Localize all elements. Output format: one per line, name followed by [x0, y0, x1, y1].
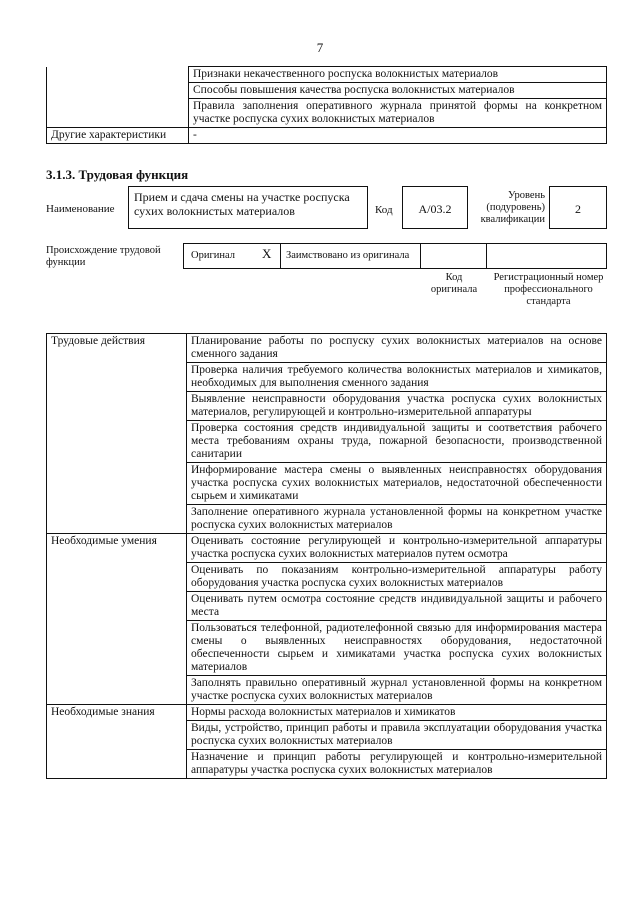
origin-divider-3	[486, 243, 487, 269]
level-value-box: 2	[549, 186, 607, 229]
top-row-value: Правила заполнения оперативного журнала принятой формы на конкретном участке роспуска сухих волокнистых материалов	[189, 99, 607, 128]
reg-number-caption: Регистрационный номер профессионального стандарта	[493, 272, 604, 307]
origin-label: Происхождение трудовой функции	[46, 245, 161, 268]
top-row-value: Способы повышения качества роспуска волокнистых материалов	[189, 83, 607, 99]
item-text: Информирование мастера смены о выявленных неисправностях оборудования участка роспуска сухих волокнистых материалов, недостаточной обеспеченности сырьем и химикатами	[187, 463, 607, 505]
top-table-row	[47, 128, 607, 144]
top-row-label: Другие характеристики	[47, 128, 189, 144]
table-row	[47, 334, 607, 363]
top-row-value: Признаки некачественного роспуска волокнистых материалов	[189, 67, 607, 83]
table-row	[47, 705, 607, 721]
item-text: Пользоваться телефонной, радиотелефонной связью для информирования мастера смены о выявленных неисправностях оборудования, недостаточной обеспеченности сырьем и химикатами участка роспуска сухих волокнистых материалов	[187, 621, 607, 676]
item-text: Заполнение оперативного журнала установленной формы на конкретном участке роспуска сухих волокнистых материалов	[187, 505, 607, 534]
original-label: Оригинал	[191, 250, 235, 261]
top-row-label	[47, 99, 189, 128]
category-label: Необходимые знания	[47, 705, 187, 779]
code-value-box: A/03.2	[402, 186, 468, 229]
origin-divider-2	[420, 243, 421, 269]
function-details-table	[46, 333, 607, 779]
code-label: Код	[375, 204, 393, 216]
top-characteristics-table	[46, 66, 607, 144]
top-table-row	[47, 99, 607, 128]
original-mark: X	[262, 246, 272, 261]
code-original-caption: Код оригинала	[430, 272, 478, 295]
name-label: Наименование	[46, 203, 115, 215]
item-text: Оценивать по показаниям контрольно-измерительной аппаратуры работу оборудования участка роспуска сухих волокнистых материалов	[187, 563, 607, 592]
top-row-label	[47, 67, 189, 83]
item-text: Назначение и принцип работы регулирующей и контрольно-измерительной аппаратуры участка роспуска сухих волокнистых материалов	[187, 750, 607, 779]
item-text: Проверка наличия требуемого количества волокнистых материалов и химикатов, необходимых для выполнения сменного задания	[187, 363, 607, 392]
table-row	[47, 534, 607, 563]
top-row-label	[47, 83, 189, 99]
item-text: Оценивать путем осмотра состояние средств индивидуальной защиты и рабочего места	[187, 592, 607, 621]
top-table-row	[47, 67, 607, 83]
function-name-box: Прием и сдача смены на участке роспуска сухих волокнистых материалов	[128, 186, 368, 229]
item-text: Заполнять правильно оперативный журнал установленной формы на конкретном участке роспуска сухих волокнистых материалов	[187, 676, 607, 705]
top-row-value: -	[189, 128, 607, 144]
item-text: Оценивать состояние регулирующей и контрольно-измерительной аппаратуры участка роспуска сухих волокнистых материалов путем осмотра	[187, 534, 607, 563]
page-number: 7	[316, 40, 324, 55]
item-text: Выявление неисправности оборудования участка роспуска сухих волокнистых материалов, регулирующей и контрольно-измерительной аппаратуры	[187, 392, 607, 421]
item-text: Планирование работы по роспуску сухих волокнистых материалов на основе сменного задания	[187, 334, 607, 363]
category-label: Трудовые действия	[47, 334, 187, 534]
item-text: Виды, устройство, принцип работы и правила эксплуатации оборудования участка роспуска сухих волокнистых материалов	[187, 721, 607, 750]
category-label: Необходимые умения	[47, 534, 187, 705]
borrowed-label: Заимствовано из оригинала	[286, 250, 410, 261]
item-text: Проверка состояния средств индивидуальной защиты и соответствия рабочего места требованиям охраны труда, пожарной безопасности, производственной санитарии	[187, 421, 607, 463]
section-title: 3.1.3. Трудовая функция	[46, 167, 189, 182]
level-label: Уровень (подуровень) квалификации	[480, 190, 545, 225]
top-table-row	[47, 83, 607, 99]
item-text: Нормы расхода волокнистых материалов и химикатов	[187, 705, 607, 721]
origin-divider-1	[280, 243, 281, 269]
